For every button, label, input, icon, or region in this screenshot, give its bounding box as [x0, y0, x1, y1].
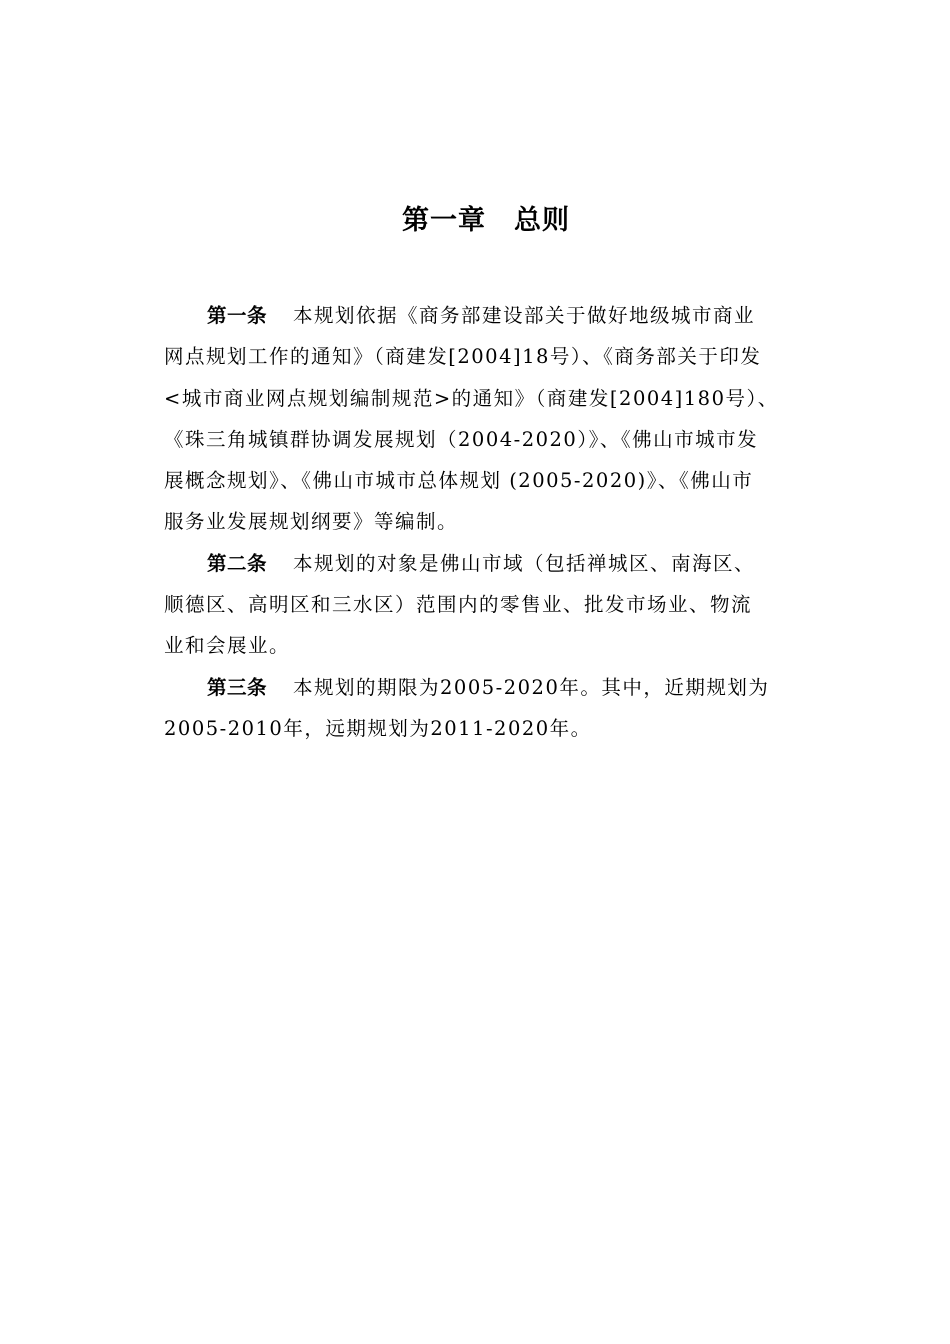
- chapter-body: [164, 295, 808, 749]
- article-label: 第一条: [207, 304, 268, 327]
- article-3-line-1: [164, 667, 808, 708]
- article-3-line-2: 2005-2010年，远期规划为2011-2020年。: [164, 716, 592, 740]
- article-1: [164, 295, 808, 543]
- article-1-line-5: 展概念规划》、《佛山市城市总体规划 (2005-2020)》、《佛山市: [164, 469, 754, 493]
- article-3: [164, 667, 808, 750]
- article-text: 本规划的期限为2005-2020年。其中，近期规划为: [293, 675, 770, 699]
- chapter-heading: [0, 201, 950, 241]
- article-2-line-1: [164, 543, 808, 584]
- article-1-line-4: 《珠三角城镇群协调发展规划（2004-2020）》、《佛山市城市发: [164, 427, 759, 451]
- article-text: 本规划依据《商务部建设部关于做好地级城市商业: [293, 304, 756, 327]
- article-1-line-3: <城市商业网点规划编制规范>的通知》（商建发[2004]180号）、: [164, 386, 779, 410]
- article-1-line-2: 网点规划工作的通知》（商建发[2004]18号）、《商务部关于印发: [164, 345, 762, 369]
- article-label: 第三条: [207, 675, 268, 699]
- article-label: 第二条: [207, 551, 268, 575]
- article-2-line-2: 顺德区、高明区和三水区）范围内的零售业、批发市场业、物流: [164, 593, 753, 617]
- chapter-title: 总则: [514, 205, 570, 237]
- article-1-line-1: [164, 295, 808, 336]
- chapter-number: 第一章: [402, 205, 486, 237]
- article-1-line-6: 服务业发展规划纲要》等编制。: [164, 510, 459, 534]
- article-2-line-3: 业和会展业。: [164, 634, 291, 658]
- article-2: [164, 543, 808, 667]
- article-text: 本规划的对象是佛山市域（包括禅城区、南海区、: [293, 551, 756, 575]
